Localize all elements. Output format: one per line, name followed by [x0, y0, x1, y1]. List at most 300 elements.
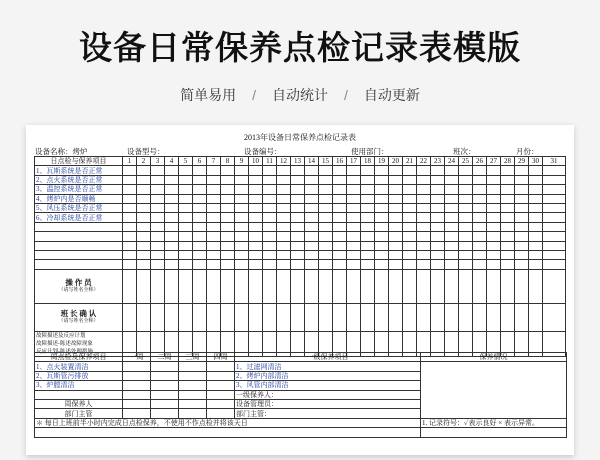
check-cell: [487, 175, 501, 184]
check-cell: [123, 222, 137, 231]
check-cell: [417, 269, 431, 303]
day-number: 13: [291, 157, 305, 166]
leader-title: 班 长 确 认: [60, 308, 97, 318]
check-cell: [249, 222, 263, 231]
check-cell: [305, 260, 319, 269]
check-cell: [263, 232, 277, 241]
week-3: 三周: [179, 353, 207, 362]
check-cell: [501, 260, 515, 269]
check-cell: [137, 303, 151, 331]
check-cell: [165, 241, 179, 250]
check-cell: [235, 241, 249, 250]
check-cell: [417, 241, 431, 250]
check-cell: [529, 232, 543, 241]
daily-item-row: [35, 166, 566, 175]
check-cell: [347, 303, 361, 331]
check-cell: [403, 250, 417, 259]
check-cell: [487, 222, 501, 231]
check-cell: [165, 194, 179, 203]
check-cell: [151, 232, 165, 241]
check-cell: [529, 203, 543, 212]
check-cell: [543, 213, 566, 222]
check-cell: [375, 194, 389, 203]
tag-separator: /: [252, 87, 256, 103]
check-cell: [487, 203, 501, 212]
check-cell: [333, 250, 347, 259]
check-cell: [487, 213, 501, 222]
weekly-item: 3、炉膛清洁: [35, 381, 123, 390]
check-cell: [179, 232, 193, 241]
check-cell: [151, 175, 165, 184]
check-cell: [347, 241, 361, 250]
day-number: 4: [165, 157, 179, 166]
check-cell: [459, 175, 473, 184]
check-cell: [501, 213, 515, 222]
check-cell: [459, 303, 473, 331]
check-cell: [515, 203, 529, 212]
check-cell: [375, 250, 389, 259]
check-cell: [207, 241, 221, 250]
check-cell: [179, 241, 193, 250]
check-cell: [207, 232, 221, 241]
check-cell: [165, 303, 179, 331]
check-cell: [291, 185, 305, 194]
check-cell: [445, 166, 459, 175]
month: 月份：: [516, 147, 539, 156]
day-number: 24: [445, 157, 459, 166]
check-cell: [123, 213, 137, 222]
check-cell: [459, 203, 473, 212]
check-cell: [291, 241, 305, 250]
check-cell: [515, 175, 529, 184]
check-cell: [375, 166, 389, 175]
check-cell: [277, 203, 291, 212]
check-cell: [151, 213, 165, 222]
check-cell: [249, 213, 263, 222]
check-cell: [305, 203, 319, 212]
check-cell: [403, 166, 417, 175]
check-cell: [263, 260, 277, 269]
day-number: 31: [543, 157, 566, 166]
check-cell: [179, 260, 193, 269]
check-cell: [193, 175, 207, 184]
status-cell: [421, 362, 567, 418]
check-cell: [361, 222, 375, 231]
check-cell: [221, 241, 235, 250]
check-cell: [487, 241, 501, 250]
check-cell: [249, 260, 263, 269]
check-cell: [263, 194, 277, 203]
check-cell: [529, 166, 543, 175]
check-cell: [529, 185, 543, 194]
check-cell: [417, 260, 431, 269]
note-1: ＊ 每日上班前半小时内完成日点检保养，不使用不作点检并将该天日: [35, 418, 421, 427]
check-cell: [207, 175, 221, 184]
check-cell: [235, 203, 249, 212]
check-cell: [333, 260, 347, 269]
check-cell: [305, 185, 319, 194]
check-cell: [403, 269, 417, 303]
check-cell: [193, 213, 207, 222]
check-cell: [389, 203, 403, 212]
check-cell: [263, 175, 277, 184]
day-header-row: [35, 157, 566, 166]
check-cell: [375, 232, 389, 241]
device-model: 设备型号：: [127, 147, 165, 156]
check-cell: [389, 269, 403, 303]
check-cell: [333, 203, 347, 212]
daily-item: 1、瓦斯系统是否正常: [35, 166, 123, 175]
check-cell: [277, 213, 291, 222]
check-cell: [543, 203, 566, 212]
status-header: 保养情况: [421, 353, 567, 362]
check-cell: [207, 185, 221, 194]
check-cell: [123, 185, 137, 194]
check-cell: [445, 194, 459, 203]
check-cell: [529, 260, 543, 269]
check-cell: [291, 260, 305, 269]
check-cell: [319, 194, 333, 203]
check-cell: [319, 222, 333, 231]
check-cell: [319, 269, 333, 303]
check-cell: [319, 250, 333, 259]
check-cell: [389, 241, 403, 250]
check-cell: [137, 269, 151, 303]
check-cell: [501, 166, 515, 175]
check-cell: [473, 203, 487, 212]
day-number: 5: [179, 157, 193, 166]
check-cell: [459, 250, 473, 259]
check-cell: [235, 222, 249, 231]
check-cell: [221, 269, 235, 303]
check-cell: [375, 222, 389, 231]
check-cell: [165, 232, 179, 241]
check-cell: [445, 222, 459, 231]
check-cell: [319, 303, 333, 331]
check-cell: [137, 232, 151, 241]
weekly-table: [34, 352, 567, 438]
check-cell: [221, 213, 235, 222]
check-cell: [221, 222, 235, 231]
notes-row: [35, 428, 567, 437]
check-cell: [123, 194, 137, 203]
check-cell: [207, 213, 221, 222]
check-cell: [431, 269, 445, 303]
check-cell: [291, 203, 305, 212]
check-cell: [389, 175, 403, 184]
check-cell: [151, 303, 165, 331]
check-cell: [361, 175, 375, 184]
check-cell: [361, 194, 375, 203]
check-cell: [333, 175, 347, 184]
check-cell: [207, 222, 221, 231]
check-cell: [473, 213, 487, 222]
check-cell: [305, 232, 319, 241]
check-cell: [431, 194, 445, 203]
check-cell: [333, 194, 347, 203]
check-cell: [249, 232, 263, 241]
check-cell: [165, 269, 179, 303]
monthly-person: 一级保养人：: [235, 390, 421, 399]
day-number: 11: [263, 157, 277, 166]
empty-row: [35, 222, 566, 231]
check-cell: [375, 203, 389, 212]
check-cell: [179, 269, 193, 303]
check-cell: [333, 241, 347, 250]
check-cell: [249, 194, 263, 203]
daily-item: 6、冷却系统是否正常: [35, 213, 123, 222]
check-cell: [431, 185, 445, 194]
check-cell: [347, 213, 361, 222]
check-cell: [501, 303, 515, 331]
weekly-header: 周点检及保养项目: [35, 353, 123, 362]
check-cell: [347, 175, 361, 184]
check-cell: [193, 232, 207, 241]
check-cell: [515, 232, 529, 241]
monthly-item: 3、风管内部清洁: [235, 381, 421, 390]
check-cell: [277, 185, 291, 194]
daily-item-row: [35, 185, 566, 194]
check-cell: [319, 185, 333, 194]
check-cell: [151, 241, 165, 250]
check-cell: [501, 222, 515, 231]
monthly-item: 1、过滤网清洁: [235, 362, 421, 371]
week-2: 二周: [151, 353, 179, 362]
day-number: 6: [193, 157, 207, 166]
check-cell: [277, 269, 291, 303]
check-cell: [389, 260, 403, 269]
check-cell: [501, 175, 515, 184]
day-number: 3: [151, 157, 165, 166]
check-cell: [445, 241, 459, 250]
fault-line: 故障描述-陈述故障现象: [36, 340, 93, 347]
check-cell: [543, 250, 566, 259]
check-cell: [515, 166, 529, 175]
check-cell: [417, 175, 431, 184]
check-cell: [263, 166, 277, 175]
check-cell: [137, 203, 151, 212]
check-cell: [151, 166, 165, 175]
check-cell: [431, 203, 445, 212]
check-cell: [431, 232, 445, 241]
check-cell: [235, 260, 249, 269]
check-cell: [417, 222, 431, 231]
empty-row: [35, 250, 566, 259]
day-number: 22: [417, 157, 431, 166]
check-cell: [361, 232, 375, 241]
check-cell: [389, 222, 403, 231]
check-cell: [459, 213, 473, 222]
check-cell: [473, 175, 487, 184]
check-cell: [543, 175, 566, 184]
check-cell: [389, 194, 403, 203]
check-cell: [487, 303, 501, 331]
check-cell: [361, 241, 375, 250]
check-cell: [375, 175, 389, 184]
day-number: 1: [123, 157, 137, 166]
check-cell: [319, 213, 333, 222]
check-cell: [501, 232, 515, 241]
check-cell: [221, 203, 235, 212]
check-cell: [459, 232, 473, 241]
check-cell: [347, 232, 361, 241]
check-cell: [515, 194, 529, 203]
check-cell: [193, 250, 207, 259]
check-cell: [193, 185, 207, 194]
check-cell: [361, 203, 375, 212]
check-cell: [459, 260, 473, 269]
check-cell: [501, 203, 515, 212]
check-cell: [249, 241, 263, 250]
check-cell: [431, 175, 445, 184]
weekly-header-row: [35, 353, 567, 362]
daily-item: 5、风压系统是否正常: [35, 203, 123, 212]
monthly-item: 2、烤炉内部清洁: [235, 371, 421, 380]
check-cell: [417, 303, 431, 331]
check-cell: [347, 222, 361, 231]
check-cell: [445, 303, 459, 331]
check-cell: [179, 213, 193, 222]
check-cell: [193, 203, 207, 212]
check-cell: [123, 250, 137, 259]
empty-row: [35, 241, 566, 250]
check-cell: [417, 194, 431, 203]
check-cell: [249, 269, 263, 303]
check-cell: [459, 241, 473, 250]
check-cell: [473, 166, 487, 175]
check-cell: [305, 250, 319, 259]
day-number: 17: [347, 157, 361, 166]
check-cell: [193, 303, 207, 331]
check-cell: [501, 241, 515, 250]
check-cell: [165, 213, 179, 222]
check-cell: [515, 222, 529, 231]
check-cell: [361, 166, 375, 175]
operator-title: 操 作 员: [65, 277, 92, 287]
day-number: 16: [333, 157, 347, 166]
check-cell: [193, 194, 207, 203]
daily-item-row: [35, 194, 566, 203]
tag-easy: 简单易用: [180, 87, 237, 103]
check-cell: [431, 303, 445, 331]
check-cell: [165, 222, 179, 231]
check-cell: [151, 203, 165, 212]
check-cell: [319, 241, 333, 250]
check-cell: [235, 269, 249, 303]
check-cell: [445, 185, 459, 194]
check-cell: [375, 213, 389, 222]
day-number: 28: [501, 157, 515, 166]
check-cell: [137, 185, 151, 194]
check-cell: [179, 166, 193, 175]
check-cell: [221, 194, 235, 203]
check-cell: [319, 166, 333, 175]
monthly-dept-head: 部门主管：: [235, 409, 421, 418]
check-cell: [165, 250, 179, 259]
sheet-preview: [26, 125, 574, 455]
check-cell: [277, 194, 291, 203]
check-cell: [249, 250, 263, 259]
check-cell: [123, 166, 137, 175]
fault-line: 故障描述及反应计划: [36, 332, 86, 339]
weekly-row: [35, 362, 567, 371]
check-cell: [487, 194, 501, 203]
check-cell: [403, 175, 417, 184]
check-cell: [417, 166, 431, 175]
check-cell: [235, 166, 249, 175]
check-cell: [235, 194, 249, 203]
check-cell: [277, 260, 291, 269]
check-cell: [179, 194, 193, 203]
fault-line: 反应计划-陈述处理措施: [36, 348, 93, 355]
shift: 班次：: [453, 147, 476, 156]
monthly-header: 一级保养项目: [235, 353, 421, 362]
check-cell: [431, 250, 445, 259]
check-cell: [361, 250, 375, 259]
check-cell: [515, 260, 529, 269]
check-cell: [291, 250, 305, 259]
check-cell: [347, 194, 361, 203]
check-cell: [529, 194, 543, 203]
check-cell: [389, 250, 403, 259]
check-cell: [263, 250, 277, 259]
check-cell: [249, 185, 263, 194]
check-cell: [291, 194, 305, 203]
day-number: 30: [529, 157, 543, 166]
day-number: 26: [473, 157, 487, 166]
check-cell: [277, 166, 291, 175]
check-cell: [417, 232, 431, 241]
check-cell: [543, 222, 566, 231]
day-number: 15: [319, 157, 333, 166]
check-cell: [263, 213, 277, 222]
check-cell: [529, 175, 543, 184]
check-cell: [445, 203, 459, 212]
check-cell: [473, 194, 487, 203]
check-cell: [305, 241, 319, 250]
check-cell: [207, 269, 221, 303]
check-cell: [123, 241, 137, 250]
check-cell: [403, 185, 417, 194]
check-cell: [137, 250, 151, 259]
check-cell: [361, 185, 375, 194]
check-cell: [333, 303, 347, 331]
check-cell: [375, 241, 389, 250]
check-cell: [165, 260, 179, 269]
tag-auto-update: 自动更新: [363, 87, 420, 103]
check-cell: [529, 213, 543, 222]
check-cell: [151, 269, 165, 303]
check-cell: [193, 269, 207, 303]
check-cell: [207, 260, 221, 269]
check-cell: [221, 260, 235, 269]
check-cell: [487, 185, 501, 194]
check-cell: [333, 269, 347, 303]
check-cell: [543, 260, 566, 269]
check-cell: [123, 232, 137, 241]
operator-note: （请写姓名全称）: [58, 287, 99, 293]
check-cell: [193, 166, 207, 175]
check-cell: [221, 250, 235, 259]
check-cell: [277, 222, 291, 231]
check-cell: [179, 175, 193, 184]
check-cell: [123, 260, 137, 269]
check-cell: [403, 222, 417, 231]
check-cell: [235, 185, 249, 194]
check-cell: [501, 250, 515, 259]
check-cell: [151, 222, 165, 231]
empty-label: [35, 232, 123, 241]
